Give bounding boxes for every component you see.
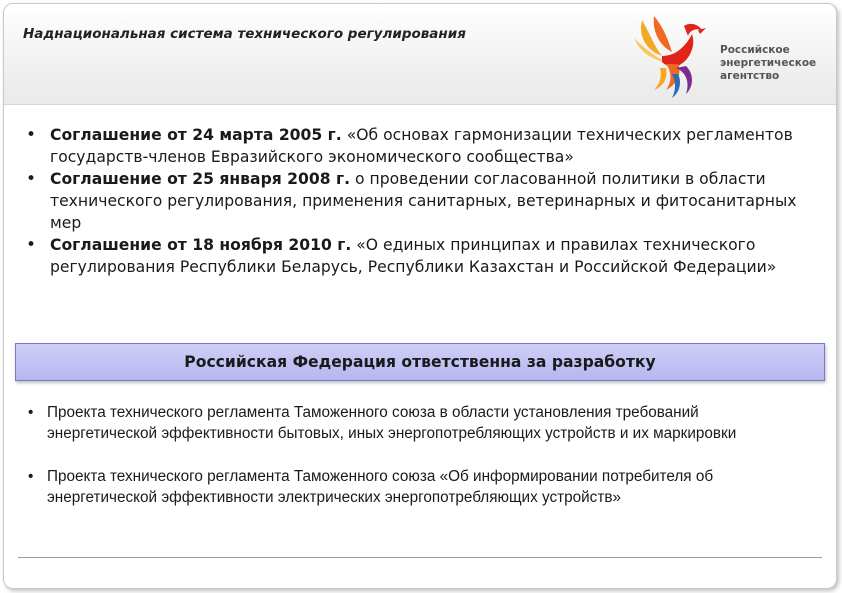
bullet: • <box>28 404 34 421</box>
bullet: • <box>26 235 37 255</box>
logo-line: агентство <box>720 70 780 82</box>
agreements-list <box>20 124 820 278</box>
bullet: • <box>26 125 37 145</box>
agreement-text: о проведении согласованной политики в области технического регулирования, применения санитарных, ветеринарных и фитосанитарных мер <box>50 170 797 232</box>
agreement-title: Соглашение от 18 ноября 2010 г. <box>50 236 352 254</box>
list-item <box>20 234 820 278</box>
agreement-title: Соглашение от 24 марта 2005 г. <box>50 126 342 144</box>
slide <box>3 3 837 589</box>
footer-divider <box>18 557 822 558</box>
list-item <box>20 124 820 168</box>
responsibility-banner <box>15 343 825 381</box>
agreement-text: «О единых принципах и правилах технического регулирования Республики Беларусь, Республики Казахстан и Российской Федерации» <box>50 236 777 276</box>
project-text: Проекта технического регламента Таможенного союза «Об информировании потребителя об энергетической эффективности электрических энергопотребляющих устройств» <box>47 468 714 506</box>
phoenix-logo-icon <box>632 16 724 102</box>
project-text: Проекта технического регламента Таможенного союза в области установления требований энергетической эффективности бытовых, иных энергопотребляющих устройств и их маркировки <box>47 404 737 442</box>
logo-line: Российское <box>720 44 790 56</box>
agreement-title: Соглашение от 25 января 2008 г. <box>50 170 351 188</box>
list-item <box>20 168 820 234</box>
page-title: Наднациональная система технического регулирования <box>23 26 466 42</box>
list-item <box>20 402 810 444</box>
banner-text: Российская Федерация ответственна за разработку <box>184 353 656 371</box>
list-item <box>20 466 810 508</box>
logo-line: энергетическое <box>720 57 817 69</box>
bullet: • <box>26 169 37 189</box>
agreement-text: «Об основах гармонизации технических регламентов государств-членов Евразийского экономического сообщества» <box>50 126 793 166</box>
projects-list <box>20 402 810 530</box>
bullet: • <box>28 468 34 485</box>
header <box>4 4 836 105</box>
logo-text <box>720 44 830 83</box>
